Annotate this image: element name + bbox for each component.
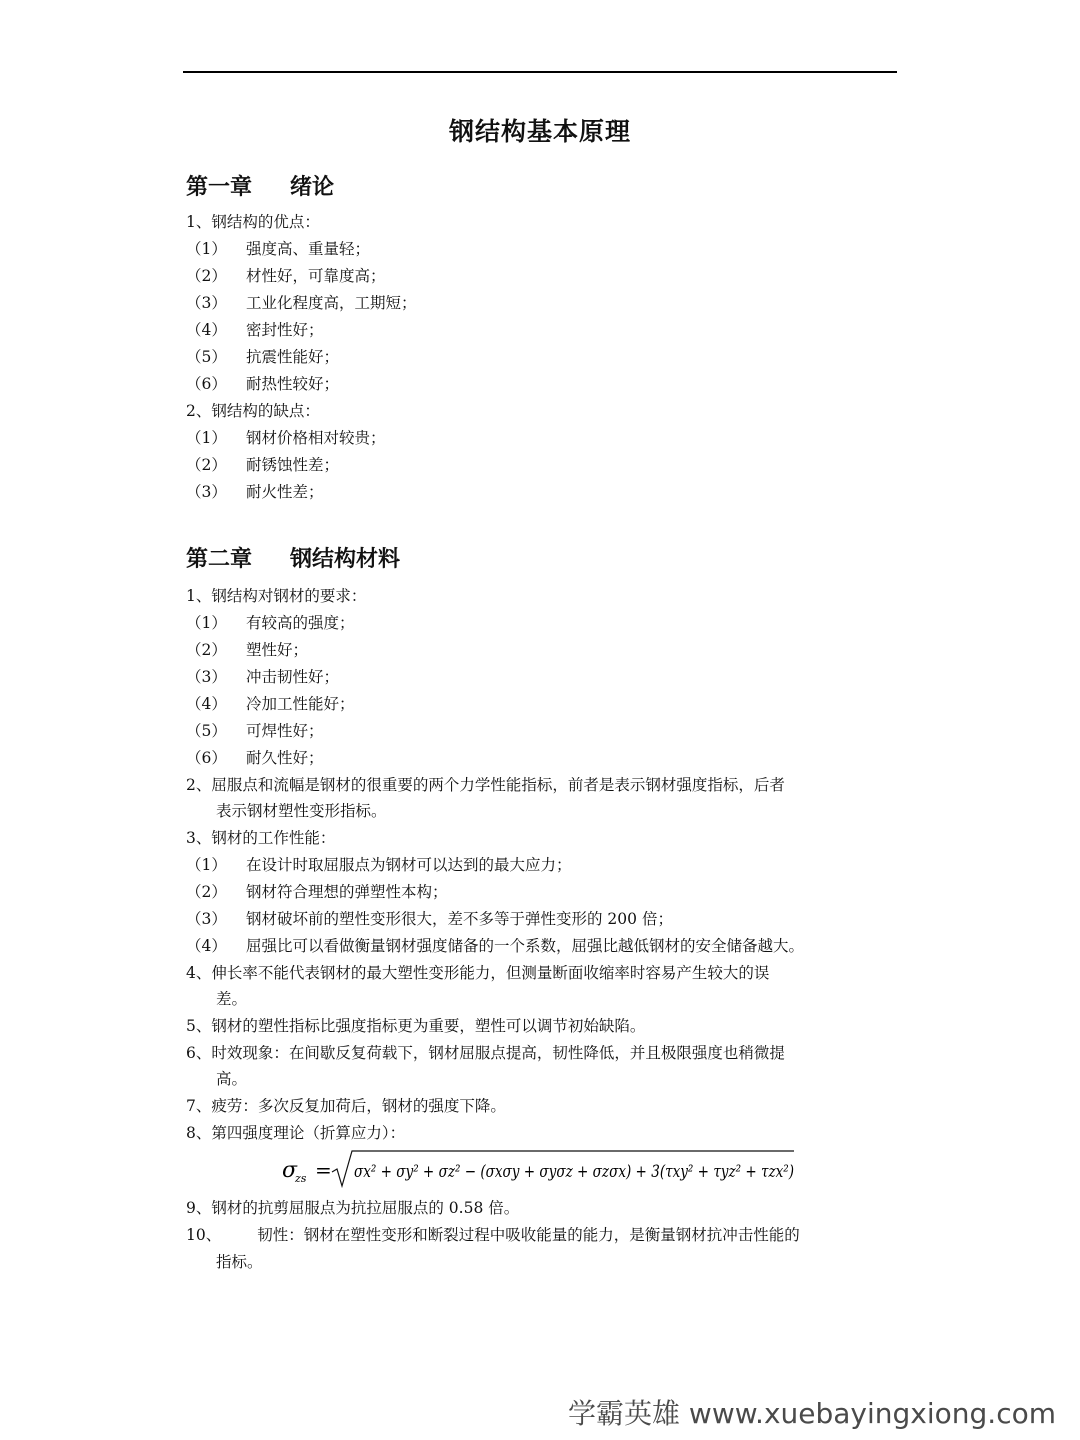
- chapter-2-heading: [186, 542, 400, 573]
- list-item: 4、伸长率不能代表钢材的最大塑性变形能力，但测量断面收缩率时容易产生较大的误: [186, 964, 770, 982]
- list-item: 10、 韧性：钢材在塑性变形和断裂过程中吸收能量的能力，是衡量钢材抗冲击性能的: [186, 1226, 800, 1244]
- list-item: （1） 有较高的强度；: [186, 614, 355, 632]
- list-item: （4） 密封性好；: [186, 321, 324, 339]
- chapter-1-number: 第一章: [186, 175, 253, 200]
- formula-lhs: σ: [282, 1158, 298, 1183]
- list-item: （1） 钢材价格相对较贵；: [186, 429, 386, 447]
- chapter-1-name: 绪论: [290, 175, 335, 200]
- list-item: （3） 工业化程度高，工期短；: [186, 294, 417, 312]
- list-item: （1） 强度高、重量轻；: [186, 240, 371, 258]
- chapter-2-name: 钢结构材料: [290, 547, 401, 572]
- list-item: 8、第四强度理论（折算应力）：: [186, 1124, 406, 1142]
- formula-equals: =: [315, 1158, 332, 1182]
- list-item: （6） 耐热性较好；: [186, 375, 340, 393]
- list-item: （3） 钢材破坏前的塑性变形很大，差不多等于弹性变形的 200 倍；: [186, 910, 673, 928]
- chapter-1-heading: [186, 170, 334, 201]
- list-item: （4） 冷加工性能好；: [186, 695, 355, 713]
- list-item: （5） 可焊性好；: [186, 722, 324, 740]
- list-item: （4） 屈强比可以看做衡量钢材强度储备的一个系数，屈强比越低钢材的安全储备越大。: [186, 937, 805, 955]
- list-item: （2） 钢材符合理想的弹塑性本构；: [186, 883, 448, 901]
- watermark: 学霸英雄 www.xuebayingxiong.com: [568, 1397, 1056, 1430]
- list-item: （1） 在设计时取屈服点为钢材可以达到的最大应力；: [186, 856, 572, 874]
- list-item: （3） 耐火性差；: [186, 483, 324, 501]
- chapter-2-number: 第二章: [186, 547, 253, 572]
- list-item: 7、疲劳：多次反复加荷后，钢材的强度下降。: [186, 1097, 506, 1115]
- list-item: （2） 耐锈蚀性差；: [186, 456, 340, 474]
- list-item: 2、钢结构的缺点：: [186, 402, 320, 420]
- list-item: 3、钢材的工作性能：: [186, 829, 336, 847]
- list-item: 9、钢材的抗剪屈服点为抗拉屈服点的 0.58 倍。: [186, 1199, 520, 1217]
- list-item: 1、钢结构对钢材的要求：: [186, 587, 367, 605]
- list-item: 1、钢结构的优点：: [186, 213, 320, 231]
- list-item-continuation: 表示钢材塑性变形指标。: [216, 802, 387, 820]
- list-item: （2） 材性好，可靠度高；: [186, 267, 386, 285]
- list-item: （6） 耐久性好；: [186, 749, 324, 767]
- list-item: 2、屈服点和流幅是钢材的很重要的两个力学性能指标，前者是表示钢材强度指标，后者: [186, 776, 785, 794]
- list-item: （3） 冲击韧性好；: [186, 668, 340, 686]
- list-item: 5、钢材的塑性指标比强度指标更为重要，塑性可以调节初始缺陷。: [186, 1017, 646, 1035]
- formula-radicand: σx² + σy² + σz² − (σxσy + σyσz + σzσx) + 3(τxy² + τyz² + τzx²): [354, 1162, 794, 1182]
- formula-graphic: [282, 1148, 802, 1190]
- equivalent-stress-formula: [282, 1148, 802, 1188]
- list-item-continuation: 差。: [216, 990, 248, 1008]
- formula-lhs-subscript: zs: [295, 1172, 307, 1185]
- list-item: 6、时效现象：在间歇反复荷载下，钢材屈服点提高，韧性降低，并且极限强度也稍微提: [186, 1044, 785, 1062]
- header-rule: [183, 71, 897, 73]
- list-item-continuation: 指标。: [216, 1253, 263, 1271]
- list-item-continuation: 高。: [216, 1070, 248, 1088]
- list-item: （2） 塑性好；: [186, 641, 309, 659]
- list-item: （5） 抗震性能好；: [186, 348, 340, 366]
- document-title: 钢结构基本原理: [448, 117, 631, 146]
